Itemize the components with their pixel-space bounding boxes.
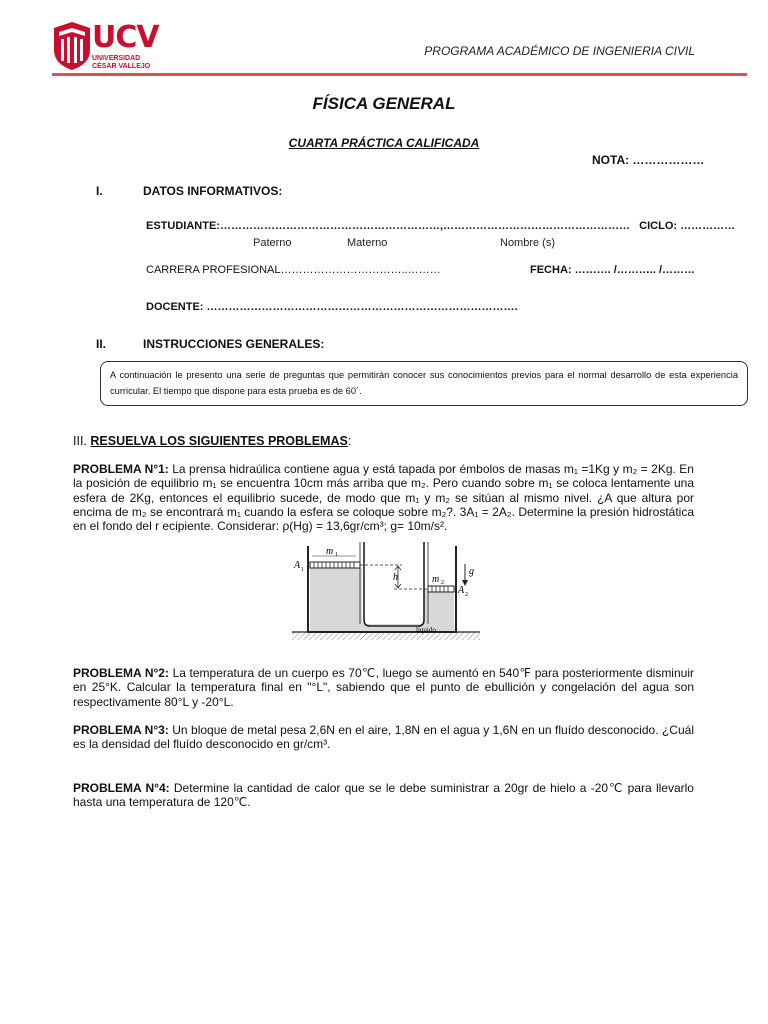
ucv-shield-icon: [52, 22, 92, 70]
instructions-box: [100, 361, 748, 406]
problem-1-text: La prensa hidraúlica contiene agua y está tapada por émbolos de masas m₁ =1Kg y m₂ = 2Kg. En la posición de equilibrio m₁ se encuentra 10cm más arriba que m₂. Pero cuando sobre m₁ se coloca lentamente una esfera de 2Kg, entonces el equilibrio sucede, de modo que m₁ y m₂ se sitúan al mismo nivel. ¿A que altura por encima de m₂ se encontrará m₁ cuando la esfera se coloque sobre m₂?. 3A₁ = 2A₂. Determine la presión hidrostática en el fondo del r ecipiente. Considerar: ρ(Hg) = 13,6gr/cm³; g= 10m/s².: [73, 462, 694, 534]
svg-text:1: 1: [301, 567, 304, 573]
student-sublabel-materno: Materno: [347, 237, 388, 249]
problem-4-text: Determine la cantidad de calor que se le debe suministrar a 20gr de hielo a -20℃ para llevarlo hasta una temperatura de 120℃.: [73, 781, 694, 810]
student-field[interactable]: ESTUDIANTE:……………………………………………………,…………………………………………… CICLO: ……………: [146, 220, 736, 232]
problem-3: [73, 723, 694, 752]
label-h: h: [393, 572, 398, 583]
section-2-title: INSTRUCCIONES GENERALES:: [143, 337, 325, 351]
header-divider: [52, 73, 747, 76]
grade-field[interactable]: NOTA: ………………: [592, 153, 705, 167]
student-sublabel-nombre: Nombre (s): [500, 237, 556, 249]
problem-3-text: Un bloque de metal pesa 2,6N en el aire, 1,8N en el agua y 1,6N en un fluído desconocido. ¿Cuál es la densidad del fluído desconocido en gr/cm³.: [73, 723, 694, 752]
instructions-text: A continuación le presento una serie de preguntas que permitirán conocer sus conocimientos previos para el normal desarrollo de esta experiencia curricular. El tiempo que dispone para esta prueba es de 60´.: [110, 370, 738, 396]
section-3-number: III.: [73, 434, 91, 448]
fecha-field[interactable]: FECHA: ………. /……….. /………: [530, 264, 695, 276]
page-title: FÍSICA GENERAL: [312, 94, 456, 113]
logo-subtitle-2: CÉSAR VALLEJO: [92, 63, 151, 70]
section-3-title: RESUELVA LOS SIGUIENTES PROBLEMAS: [90, 434, 348, 448]
label-g: g: [469, 566, 474, 577]
logo-subtitle-1: UNIVERSIDAD: [92, 55, 141, 62]
docente-field[interactable]: DOCENTE: ………………………………………………………………………….: [146, 301, 518, 313]
problem-3-label: PROBLEMA N°3:: [73, 723, 169, 737]
label-m2: m: [432, 574, 440, 585]
label-a2: A: [458, 585, 465, 596]
problem-1-label: PROBLEMA N°1:: [73, 462, 169, 476]
label-a1: A: [294, 560, 301, 571]
problem-2-label: PROBLEMA N°2:: [73, 666, 169, 680]
svg-text:2: 2: [465, 592, 468, 598]
program-name: PROGRAMA ACADÉMICO DE INGENIERIA CIVIL: [424, 44, 695, 58]
ground-hatching: [292, 632, 480, 640]
hydraulic-press-figure: [290, 540, 482, 642]
student-sublabel-paterno: Paterno: [253, 237, 292, 249]
label-m1: m: [326, 546, 334, 557]
logo-wordmark: UCV: [92, 20, 159, 55]
problem-1: [73, 462, 694, 533]
section-1-title: DATOS INFORMATIVOS:: [143, 184, 283, 198]
carrera-field[interactable]: CARRERA PROFESIONAL……………………………..………: [146, 264, 441, 276]
problem-2: [73, 666, 694, 709]
section-3-heading: [73, 434, 351, 448]
page-subtitle: CUARTA PRÁCTICA CALIFICADA: [288, 136, 480, 150]
svg-text:1: 1: [335, 552, 338, 558]
problem-2-text: La temperatura de un cuerpo es 70℃, luego se aumentó en 540℉ para posteriormente disminuir en 25°K. Calcular la temperatura final en "°L", sabiendo que el punto de ebullición y congelación del agua son respectivamente 80°L y -20°L.: [73, 666, 694, 709]
problem-4: [73, 781, 694, 810]
label-liquid: liquido: [416, 626, 436, 634]
section-2-number: II.: [96, 337, 107, 351]
section-1-number: I.: [96, 184, 103, 198]
problem-4-label: PROBLEMA N°4:: [73, 781, 170, 795]
ucv-logo: [52, 22, 162, 74]
section-3-colon: :: [347, 434, 352, 448]
svg-text:2: 2: [441, 580, 444, 586]
